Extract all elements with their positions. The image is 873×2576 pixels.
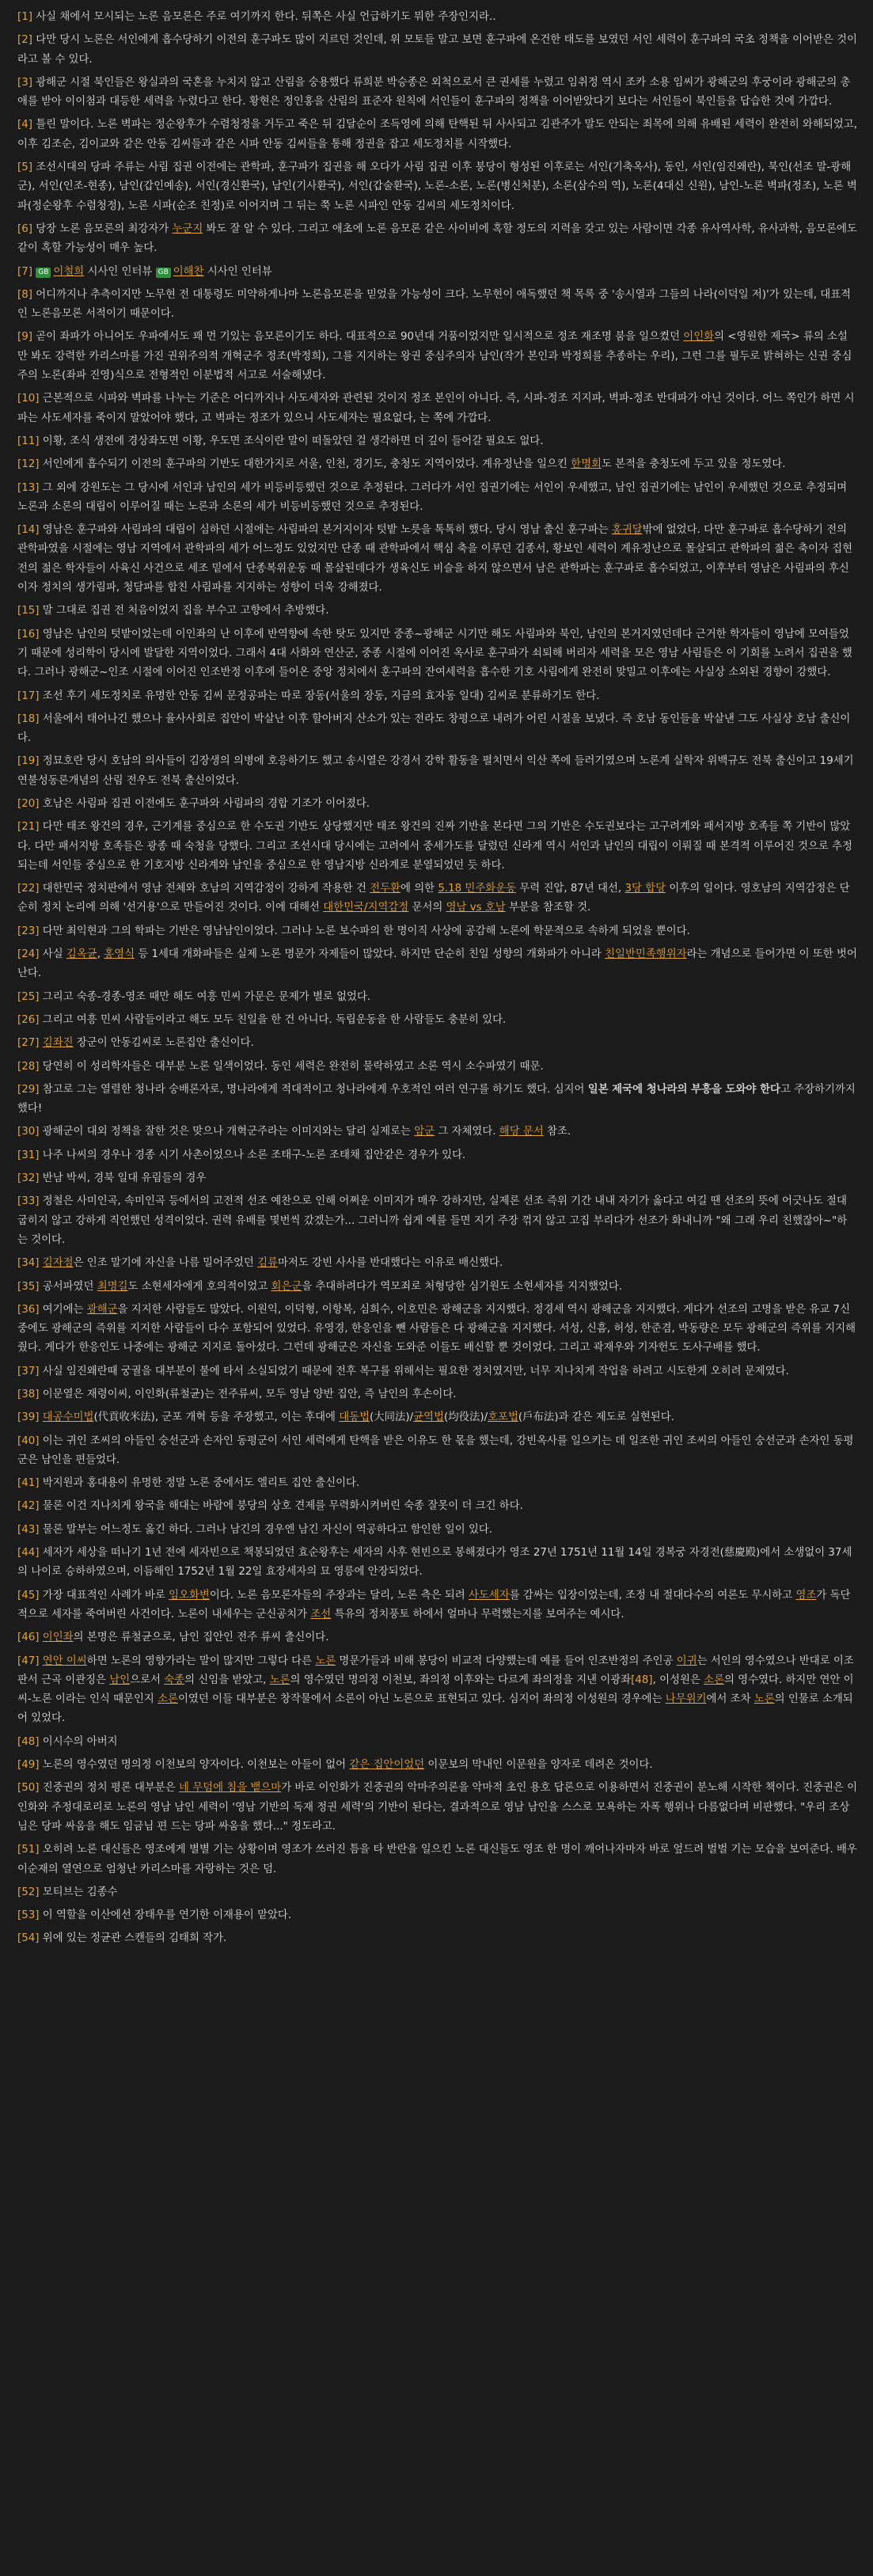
footnote-text: 명문가들과 비해 봉당이 비교적 다양했는데 예를 들어 인조반정의 주인공: [336, 1655, 677, 1667]
footnote-number-link[interactable]: [29]: [17, 1083, 40, 1096]
footnote-number-link[interactable]: [6]: [17, 222, 32, 235]
footnote-text: 이다. 노론 음모론자들의 주장과는 달리, 노론 측은 되려: [209, 1589, 469, 1601]
footnote-item: [17, 1169, 857, 1188]
footnote-item: [17, 795, 857, 814]
wiki-link[interactable]: 3당 합당: [624, 883, 666, 895]
wiki-link[interactable]: 이인화: [683, 331, 715, 344]
wiki-link[interactable]: [48]: [631, 1674, 653, 1686]
footnote-item: [17, 1929, 857, 1948]
footnote-number-link[interactable]: [26]: [17, 1013, 40, 1026]
footnote-text: 가장 대표적인 사례가 바로: [39, 1589, 169, 1601]
footnote-number-link[interactable]: [20]: [17, 797, 40, 810]
footnote-item: [17, 945, 857, 984]
footnote-text: 으로서: [130, 1674, 165, 1686]
wiki-link[interactable]: 균역법: [413, 1411, 444, 1424]
footnote-text: 다만 태조 왕건의 경우, 근기계를 중심으로 한 수도권 기반도 상당했지만 태조 왕건의 진짜 기반을 본다면 그의 기반은 수도권보다는 고구려계와 패서지방 호족들 쪽 기반이 많았다. 다만 패서지방 호족들은 광종 때 숙청을 당했다. 그리고 조선시대 당시에는 고려에서 중세가도를 달렸던 신라계 역시 서인과 남인의 대립이 이뤄질 때 본격적 이루어진 것으로 추정되는데 서인들 중심으로 한 기호지방 신라계와 남인을 중심으로 한 영남지방 신라계로 분열되었던 듯 하다.: [17, 821, 852, 872]
footnote-text: 라는 개념으로 들어가면 이 또한 벗어난다.: [17, 948, 857, 980]
footnote-item: [17, 922, 857, 941]
footnote-text: 반남 박씨, 경북 일대 유림들의 경우: [39, 1172, 207, 1185]
wiki-link[interactable]: 호포법: [488, 1411, 518, 1424]
footnote-number-link[interactable]: [17]: [17, 690, 40, 702]
footnote-item: [17, 8, 857, 27]
footnote-item: [17, 1733, 857, 1752]
footnote-number-link[interactable]: [8]: [17, 288, 32, 301]
footnote-item: [17, 1301, 857, 1358]
footnote-text: 이시수의 아버지: [39, 1735, 118, 1748]
footnote-number-link[interactable]: [30]: [17, 1126, 40, 1138]
footnote-text: 정철은 사미인곡, 속미인곡 등에서의 고전적 선조 예찬으로 인해 어쩌운 이미지가 매우 강하지만, 실제론 선조 즉위 기간 내내 자기가 옳다고 여길 땐 선조의 뜻에 어긋나도 절대 굽히지 않고 강하게 직언했던 성격이었다. 권력 유배를 몇번씩 갔겠는가... 그러니까 쉽게 예를 들면 지기 주장 꺾지 않고 고집 부리다가 선조가 화내니까 "왜 그래 우리 친했잖아~"하는 것이다.: [17, 1195, 848, 1246]
footnote-number-link[interactable]: [49]: [17, 1759, 40, 1772]
footnote-item: [17, 74, 857, 112]
footnote-item: [17, 1011, 857, 1030]
footnote-text: 당연히 이 성리학자들은 대부분 노론 일색이었다. 동인 세력은 완전히 물락하였고 소론 역시 소수파였기 때문.: [39, 1060, 544, 1073]
wiki-link[interactable]: 노론: [753, 1693, 775, 1706]
footnote-item: [17, 1497, 857, 1516]
footnote-number-link[interactable]: [39]: [17, 1411, 40, 1424]
footnote-number-link[interactable]: [13]: [17, 481, 40, 494]
wiki-link[interactable]: 노론: [315, 1655, 336, 1667]
footnote-number-link[interactable]: [44]: [17, 1547, 40, 1560]
footnote-text: 이문보의 막내인 이문원을 양자로 데려온 것이다.: [424, 1759, 653, 1772]
footnote-text: 이후의 일이다. 영호남의 지역감정은 단순히 정치 논리에 의해 '선거용'으로 만들어진 것이다. 이에 대해선: [17, 883, 850, 914]
footnote-number-link[interactable]: [1]: [17, 11, 32, 23]
footnote-text: 는 서인의 영수였으나 반대로 이조판서 근곡 이관징은: [17, 1655, 854, 1686]
footnote-number-link[interactable]: [7]: [17, 265, 32, 278]
footnote-item: [17, 263, 857, 282]
wiki-link[interactable]: 소론: [704, 1674, 725, 1686]
footnote-text: 박지원과 홍대용이 유명한 정말 노론 중에서도 엘리트 집안 출신이다.: [39, 1477, 360, 1490]
wiki-link[interactable]: 조선: [310, 1608, 332, 1620]
footnote-item: [17, 1544, 857, 1582]
footnote-item: [17, 158, 857, 216]
wiki-link[interactable]: 이철희: [53, 265, 85, 278]
footnote-text: 물론 말부는 어느정도 옳긴 하다. 그러나 남긴의 경우엔 남긴 자신이 역공하다고 함인한 일이 있다.: [39, 1523, 493, 1536]
footnote-item: [17, 1254, 857, 1273]
footnote-item: [17, 1906, 857, 1925]
footnote-number-link[interactable]: [28]: [17, 1060, 40, 1073]
footnote-number-link[interactable]: [24]: [17, 948, 40, 961]
footnote-text: , 이성원은: [652, 1674, 704, 1686]
footnote-number-link[interactable]: [54]: [17, 1932, 40, 1945]
footnote-text: 그 외에 강원도는 그 당시에 서인과 남인의 세가 비등비등했던 것으로 추정된다. 그러다가 서인 집권기에는 서인이 우세했고, 남인 집권기에는 남인이 우세했던 것으로 추정되며 노론과 소론의 대립이 이루어질 때는 노론과 소론의 세가 비등비등했던 것으로 추정된다.: [17, 481, 848, 513]
footnote-text: 의 영수였다. 하지만 연안 이씨-노론 이라는 인식 때문인지: [17, 1674, 854, 1706]
footnote-item: [17, 1362, 857, 1381]
wiki-link[interactable]: 대동법: [339, 1411, 370, 1424]
wiki-link[interactable]: 5.18 민주화운동: [438, 883, 517, 895]
footnote-item: [17, 389, 857, 428]
footnote-item: [17, 687, 857, 706]
footnote-item: [17, 1628, 857, 1647]
footnote-number-link[interactable]: [53]: [17, 1909, 40, 1922]
footnote-text: (大同法)/: [370, 1411, 414, 1424]
footnote-number-link[interactable]: [43]: [17, 1523, 40, 1536]
footnote-item: [17, 1081, 857, 1119]
footnote-number-link[interactable]: [12]: [17, 458, 40, 471]
footnote-text: 조선시대의 당파 주류는 사림 집권 이전에는 관학파, 훈구파가 집권을 해 오다가 사림 집권 이후 붕당이 형성된 이후로는 서인(기축옥사), 동인, 서인(임진왜란), 북인(선조 말-광해군), 서인(인조-현종), 남인(갑인예송), 서인(경신환국), 남인(기사환국), 서인(갑술환국), 노론-소론, 노론(병신처분), 소론(삼수의 역), 노론(4대신 신원), 남인-노론 벽파(정조), 노론 벽파(정순왕후 수렴청정), 노론 시파(순조 친정)로 이어지며 그 뒤는 쭉 노론 시파인 안동 김씨의 세도정치이다.: [17, 161, 857, 212]
footnote-text: 다만 당시 노론은 서인에게 흡수당하기 이전의 훈구파도 많이 지르던 것인데, 위 모토들 말고 보면 훈구파에 온건한 태도를 보였던 서인 세력이 훈구파의 국초 정책을 이어받은 것이라고 볼 수 있다.: [17, 34, 857, 66]
footnote-number-link[interactable]: [33]: [17, 1195, 40, 1208]
footnote-item: [17, 1278, 857, 1297]
footnote-number-link[interactable]: [9]: [17, 331, 32, 344]
footnote-number-link[interactable]: [2]: [17, 34, 32, 47]
footnote-text: 영남은 남인의 텃밭이었는데 이인좌의 난 이후에 반역향에 속한 탓도 있지만 중종~광해군 시기만 해도 사림파와 북인, 남인의 본거지였던데다 근거한 학자들이 영남에 모여들었기 때문에 성리학이 당시에 발달한 지역이었다. 그래서 4대 사화와 연산군, 중종 시절에 이어진 옥사로 훈구파가 쇠퇴해 버리자 세력을 모은 영남 사림들은 이 기회를 노려서 집권을 했다. 그러나 광해군~인조 시절에 이어진 인조반정 이후에 들어온 중앙 정치에서 훈구파의 잔여세력을 흡수한 기호 사림에게 완전히 맞밀고 이후에는 사실상 소외된 경향이 강했다.: [17, 628, 852, 679]
footnote-text: 사실 채에서 모시되는 노론 음모론은 주로 여기까지 한다. 뒤쪽은 사실 언급하기도 뭐한 주장인지라..: [32, 11, 496, 23]
wiki-link[interactable]: 영남 vs 호남: [446, 902, 506, 914]
footnote-text: 부분을 참조할 것.: [505, 902, 591, 914]
footnote-text: 도 소현세자에게 호의적이었고: [127, 1280, 271, 1293]
footnote-text: 정묘호란 당시 호남의 의사들이 김장생의 의병에 호응하기도 했고 송시열은 강경서 강학 활동을 펼치면서 익산 쪽에 들러기였으며 노론계 실학자 위백규도 전북 출신이고 19세기 연불성동론개념의 산림 전우도 전북 출신이었다.: [17, 755, 854, 787]
footnote-number-link[interactable]: [15]: [17, 605, 40, 617]
footnote-number-link[interactable]: [25]: [17, 990, 40, 1003]
footnote-text: 틀린 말이다. 노론 벽파는 정순왕후가 수렴청정을 거두고 죽은 뒤 김달순이 조득영에 의해 탄핵된 뒤 사사되고 김관주가 말도 안되는 죄목에 의해 유배된 세력이 완전히 와해되었고, 이후 김조순, 김이교와 같은 안동 김씨들과 같은 시파 안동 김씨들을 통해 정권을 잡고 세도정치를 시작했다.: [17, 119, 857, 150]
footnote-number-link[interactable]: [35]: [17, 1280, 40, 1293]
wiki-link[interactable]: 최명길: [97, 1280, 128, 1293]
footnote-item: [17, 1432, 857, 1471]
wiki-link[interactable]: 회은군: [271, 1280, 302, 1293]
footnote-text: 의 인물로 소개되어 있었다.: [17, 1693, 853, 1725]
footnote-number-link[interactable]: [50]: [17, 1782, 40, 1795]
footnote-number-link[interactable]: [46]: [17, 1632, 40, 1644]
footnote-text: 서울에서 태어나긴 했으나 율사사회로 집안이 박살난 이후 할아버지 산소가 있는 전라도 창평으로 내려가 어린 시절을 보냈다. 즉 호남 동인들을 박살낸 그도 사실상 호남 출신이다.: [17, 712, 851, 745]
footnote-text: 시사인 인터뷰: [203, 265, 272, 278]
wiki-link[interactable]: 누군지: [172, 222, 203, 235]
footnote-text: 다만 최익현과 그의 학파는 기반은 영남남인이었다. 그러나 노론 보수파의 한 명이직 사상에 공감해 노론에 학문적으로 속하게 되었을 뿐이다.: [39, 925, 690, 937]
footnote-number-link[interactable]: [42]: [17, 1500, 40, 1513]
footnote-item: [17, 1192, 857, 1250]
footnote-text: 그리고 여흥 민씨 사람들이라고 해도 모두 친일을 한 건 아니다. 독립운동을 한 사람들도 충분히 있다.: [39, 1013, 507, 1026]
footnote-number-link[interactable]: [16]: [17, 628, 40, 640]
footnote-number-link[interactable]: [45]: [17, 1589, 40, 1601]
emphasis-text: 일본 제국에 청나라의 부흥을 도와야 한다: [587, 1083, 780, 1096]
footnote-number-link[interactable]: [37]: [17, 1365, 40, 1377]
footnote-text: 서인에게 흡수되기 이전의 훈구파의 기반도 대한가지로 서울, 인천, 경기도, 충청도 지역이었다. 계유정난을 일으킨: [39, 458, 571, 471]
footnote-text: 영남은 훈구파와 사림파의 대립이 심하던 시절에는 사림파의 본거지이자 텃밭 노릇을 톡톡히 했다. 당시 영남 출신 훈구파는: [39, 524, 612, 537]
wiki-link[interactable]: 광해군: [86, 1303, 118, 1316]
footnote-text: 나주 나씨의 경우나 경종 시기 사촌이었으나 소론 조태구-노론 조태채 집안같은 경우가 있다.: [39, 1149, 466, 1161]
footnote-item: [17, 1474, 857, 1493]
footnote-item: [17, 1385, 857, 1404]
wiki-link[interactable]: 전두환: [370, 883, 400, 895]
footnote-text: 곧이 좌파가 아니어도 우파에서도 꽤 먼 기있는 음모론이기도 하다. 대표적으로 90년대 거품이었지만 일시적으로 정조 재조명 붐을 일으켰던: [32, 331, 684, 344]
footnote-text: 여기에는: [39, 1303, 87, 1316]
footnote-number-link[interactable]: [22]: [17, 883, 40, 895]
footnote-text: 진중권의 정치 평론 대부분은: [39, 1782, 180, 1795]
footnote-text: 광해군 시절 북인들은 왕실과의 국혼을 누치지 않고 산림을 숭용했다 류희분 박승종은 외척으로서 큰 권세를 누렸고 임취정 역시 조카 소용 임씨가 광해군의 후궁이라 광해군의 총애를 받아 이이첨과 대등한 세력을 누렸다고 한다. 황현은 정인홍을 산림의 표준자 원칙에 서인들이 훈구파의 정책을 이어받았다기 보다는 서인들이 북인들을 답습한 것에 가깝다.: [17, 76, 851, 108]
footnote-text: 시사인 인터뷰: [84, 265, 156, 278]
wiki-link[interactable]: 숙종: [164, 1674, 185, 1686]
footnote-text: 고 주장하기까지 했다!: [17, 1083, 856, 1115]
wiki-link[interactable]: 해당 문서: [499, 1126, 544, 1138]
footnote-text: 위에 있는 정균관 스캔들의 김태희 작가.: [39, 1932, 227, 1945]
wiki-link[interactable]: 이해찬: [173, 265, 204, 278]
footnote-item: [17, 1408, 857, 1427]
footnote-item: [17, 31, 857, 70]
wiki-link[interactable]: 김옥균: [66, 948, 97, 961]
footnote-text: 세자가 세상을 떠나기 1년 전에 세자빈으로 책봉되었던 효순왕후는 세자의 사후 현빈으로 봉해졌다가 영조 27년 1751년 11월 14일 경복궁 자경전(慈慶殿)에서 소생없이 37세의 나이로 승하하였으며, 이듬해인 1752년 1월 22일 효장세자의 묘 영릉에 안장되었다.: [17, 1547, 852, 1579]
footnote-item: [17, 1034, 857, 1053]
footnote-item: [17, 1779, 857, 1837]
wiki-link[interactable]: 김류: [257, 1257, 278, 1270]
footnote-text: 을 지지한 사람들도 많았다. 이원익, 이덕형, 이항복, 심희수, 이호민은 광해군을 지지했다. 정경세 역시 광해군을 지지했다. 게다가 선조의 고명을 받은 유교 7신 중에도 광해군의 즉위를 지지한 사람들이 다수 포함되어 있었다. 유영경, 한응인을 뺀 사람들은 다 광해군을 지지했다. 서성, 신흠, 허성, 한준겸, 박동량은 모두 광해군의 즉위를 지지해 줬다. 게다가 한응인도 나중에는 광해군 지지로 돌아섰다. 그런데 광해군은 자신을 도와준 이들도 배신할 뿐 것이었다. 그리고 곽재우와 기자헌도 도사구배를 했다.: [17, 1303, 856, 1354]
footnote-item: [17, 1756, 857, 1775]
footnote-number-link[interactable]: [32]: [17, 1172, 40, 1185]
footnote-item: [17, 1123, 857, 1142]
footnote-text: 무력 진압, 87년 대선,: [516, 883, 625, 895]
footnote-number-link[interactable]: [4]: [17, 119, 32, 131]
footnote-number-link[interactable]: [31]: [17, 1149, 40, 1161]
footnote-item: [17, 625, 857, 683]
footnote-text: 조선 후기 세도정치로 유명한 안동 김씨 문정공파는 따로 장동(서울의 장동, 지금의 효자동 일대) 김씨로 분류하기도 한다.: [39, 690, 600, 702]
footnote-number-link[interactable]: [18]: [17, 712, 40, 725]
footnote-text: 가 독단적으로 세자를 죽여버린 사건이다. 노론이 내세우는 군신공치가: [17, 1589, 851, 1620]
footnote-item: [17, 1883, 857, 1902]
footnote-number-link[interactable]: [5]: [17, 161, 32, 174]
footnote-number-link[interactable]: [19]: [17, 755, 40, 768]
footnote-text: 참조.: [543, 1126, 571, 1138]
footnote-text: 봐도 잘 알 수 있다. 그리고 애초에 노론 음모론 같은 사이비에 혹할 정도의 지력을 갖고 있는 사람이면 각종 유사역사학, 유사과학, 음모론에도 같이 혹할 가능성이 매우 높다.: [17, 222, 857, 255]
wiki-link[interactable]: 대공수미법: [42, 1411, 94, 1424]
wiki-link[interactable]: 김자점: [42, 1257, 74, 1270]
wiki-link[interactable]: 같은 집안이었던: [349, 1759, 425, 1772]
footnote-text: 이황, 조식 생전에 경상좌도면 이황, 우도면 조식이란 말이 떠돌았던 걸 생각하면 더 깊이 들어갈 필요도 없다.: [39, 435, 544, 447]
footnote-item: [17, 1058, 857, 1077]
footnote-text: 도 본적을 충청도에 두고 있을 정도였다.: [601, 458, 786, 471]
wiki-link[interactable]: 김좌진: [42, 1037, 74, 1050]
footnote-number-link[interactable]: [21]: [17, 821, 40, 834]
footnote-text: (代貢收米法), 군포 개혁 등을 주장했고, 이는 후대에: [93, 1411, 340, 1424]
wiki-link[interactable]: 남인: [109, 1674, 131, 1686]
footnote-item: [17, 1652, 857, 1729]
footnote-number-link[interactable]: [40]: [17, 1434, 40, 1447]
footnote-text: 오히려 노론 대신들은 영조에게 별별 기는 상황이며 영조가 쓰러진 틈을 타 반란을 일으킨 노론 대신들도 영조 한 명이 깨어나자마자 바로 엎드려 벌벌 기는 모습을 보여준다. 배우 이순재의 열연으로 엄청난 카리스마를 자랑하는 것은 덤.: [17, 1844, 857, 1875]
wiki-link[interactable]: 친일반민족행위자: [605, 948, 687, 961]
footnote-text: 말 그대로 집권 전 처음이었지 집을 부수고 고향에서 추방했다.: [39, 605, 329, 617]
wiki-link[interactable]: 홍귀달: [611, 524, 643, 537]
footnote-number-link[interactable]: [52]: [17, 1886, 40, 1898]
footnote-text: 마저도 강빈 사사를 반대했다는 이유로 배신했다.: [277, 1257, 503, 1270]
wiki-link[interactable]: 대한민국/지역감정: [323, 902, 409, 914]
wiki-link[interactable]: 사도세자: [468, 1589, 510, 1601]
footnote-number-link[interactable]: [47]: [17, 1655, 40, 1667]
wiki-link[interactable]: 노론: [269, 1674, 290, 1686]
footnote-text: 호남은 사림파 집권 이전에도 훈구파와 사림파의 경합 기조가 이어졌다.: [39, 797, 370, 810]
footnote-text: 특유의 정치풍토 하에서 얼마나 무력했는지를 보여주는 예시다.: [331, 1608, 624, 1620]
wiki-link[interactable]: 이인좌: [42, 1632, 74, 1644]
footnote-item: [17, 1521, 857, 1540]
footnote-text: 의 <영원한 제국> 류의 소설만 봐도 강력한 카리스마를 가진 권위주의적 개혁군주 정조(박정희), 그를 지지하는 왕권 중심주의자 남인(작가 본인과 박정희를 추종하는 우리), 그런 그를 필두로 밝혀하는 신권 중심주의 노론(좌파 진영)식으로 전형적인 이분법적 서고로 서술해냈다.: [17, 331, 852, 382]
footnote-text: 사실 임진왜란때 궁궐을 대부분이 불에 타서 소실되었기 때문에 전후 복구를 위해서는 필요한 정치였지만, 너무 지나치게 작업을 하려고 시도한게 오히려 문제였다.: [39, 1365, 789, 1377]
footnote-text: ,: [97, 948, 104, 961]
footnote-item: [17, 710, 857, 749]
footnote-number-link[interactable]: [51]: [17, 1844, 40, 1856]
footnote-text: 의 신임을 받았고,: [184, 1674, 270, 1686]
footnote-text: 이였던 이들 대부분은 창작물에서 소론이 아닌 노론으로 표현되고 있다. 심지어 좌의정 이성원의 경우에는: [177, 1693, 666, 1706]
footnote-number-link[interactable]: [41]: [17, 1477, 40, 1490]
footnote-text: 하면 노론의 영향가라는 말이 많지만 그렇다 다른: [86, 1655, 316, 1667]
footnote-text: 에서 조차: [706, 1693, 754, 1706]
footnote-text: 근본적으로 시파와 벽파를 나누는 기준은 어디까지나 사도세자와 관련된 것이지 정조 본인이 아니다. 즉, 시파-정조 지지파, 벽파-정조 반대파가 아닌 것이다. 어느 쪽인가 하면 시파는 사도세자를 죽이지 말았어야 했다, 고 벽파는 정조가 있으니 사도세자는 필요없다, 는 쪽에 가깝다.: [17, 393, 855, 424]
footnote-item: [17, 116, 857, 154]
footnote-text: 밖에 없었다. 다만 훈구파로 흡수당하기 전의 관학파였을 시절에는 영남 지역에서 관학파의 세가 어느정도 있었지만 단종 때 관학파에서 핵심 축을 이루던 김종서, 황보인 세력이 계유정난으로 몰살되고 관학파의 젊은 축이자 집현전의 젊은 학자들이 사육신 사건으로 세조 밑에서 단종복위운동 때 몰살된데다가 생육신도 비슬을 하지 않으면서 남은 관학파는 훈구파로 흡수되었고, 이후부터 영남은 사림파의 후신이자 정치의 생가림파, 청담파를 합친 사림파를 지지하는 성향이 더욱 강해졌다.: [17, 524, 853, 595]
wiki-link[interactable]: 네 무덤에 침을 뱉으마: [179, 1782, 282, 1795]
footnote-number-link[interactable]: [38]: [17, 1389, 40, 1400]
footnote-text: 이 역할을 이산에선 장태우를 연기한 이재용이 맡았다.: [39, 1909, 292, 1922]
footnote-text: 가 바로 이인화가 진중권의 악마주의론을 악마적 초인 용호 답론으로 이용하면서 진중권이 분노해 시작한 책이다. 진중권은 이인화와 주정대로리로 노론의 영남 남인 세력이 '영남 기반의 독재 정권 세력'의 기반이 된다는, 결과적으로 영남 남인을 스스로 모욕하는 자폭 행위나 다름없다며 비판했다. "우리 조상님은 당파 싸움을 해도 임금님 편 드는 당파 싸움을 했다..." 정도라고.: [17, 1782, 858, 1833]
footnote-item: [17, 479, 857, 518]
wiki-link[interactable]: 영조: [795, 1589, 817, 1601]
footnote-text: 어디까지나 추측이지만 노무현 전 대통령도 미약하게나마 노론음모론을 믿었을 가능성이 크다. 노무현이 애독했던 책 목록 중 '송시열과 그들의 나라(이덕일 저)'가 있는데, 대표적인 노론음모론 서적이기 때문이다.: [17, 288, 852, 321]
footnote-text: 사실: [39, 948, 66, 961]
footnote-item: [17, 432, 857, 451]
footnote-number-link[interactable]: [3]: [17, 76, 32, 89]
wiki-link[interactable]: 이귀: [676, 1655, 697, 1667]
wiki-link[interactable]: 연안 이씨: [42, 1655, 87, 1667]
footnote-text: 은 인조 말기에 자신을 나름 밀어주었던: [73, 1257, 258, 1270]
footnote-text: 당장 노론 음모론의 최강자가: [32, 222, 173, 235]
footnote-item: [17, 880, 857, 918]
footnote-text: 장군이 안동김씨로 노론집안 출신이다.: [73, 1037, 254, 1050]
footnote-text: 이는 귀인 조씨의 아들인 숭선군과 손자인 동평군이 서인 세력에게 탄핵을 받은 이유도 한 몫을 했는데, 강빈옥사를 일으키는 데 일조한 귀인 조씨의 아들인 숭선군과 손자인 동평군은 남인을 편들었다.: [17, 1434, 854, 1466]
footnote-number-link[interactable]: [23]: [17, 925, 40, 937]
footnote-text: 의 본명은 류철균으로, 남인 집안인 전주 류씨 출신이다.: [73, 1632, 329, 1644]
wiki-link[interactable]: 임오화변: [169, 1589, 210, 1601]
footnote-text: 그 자체였다.: [435, 1126, 499, 1138]
wiki-link[interactable]: 나무위키: [665, 1693, 707, 1706]
footnote-text: 공서파였던: [39, 1280, 97, 1293]
footnote-item: [17, 1586, 857, 1625]
footnote-item: [17, 455, 857, 474]
footnote-number-link[interactable]: [48]: [17, 1735, 40, 1748]
footnote-number-link[interactable]: [34]: [17, 1257, 40, 1270]
footnote-text: 광해군이 대외 정책을 잘한 것은 맞으나 개혁군주라는 이미지와는 달리 실제로는: [39, 1126, 415, 1138]
footnote-item: [17, 521, 857, 598]
footnote-text: 에 의한: [400, 883, 438, 895]
footnote-text: 등 1세대 개화파들은 실제 노론 명문가 자제들이 많았다. 하지만 단순히 친일 성향의 개화파가 아니라: [135, 948, 605, 961]
footnote-text: 노론의 영수였던 명의정 이천보의 양자이다. 이천보는 아들이 없어: [39, 1759, 350, 1772]
footnote-item: [17, 286, 857, 325]
footnote-item: [17, 602, 857, 621]
footnote-item: [17, 220, 857, 259]
wiki-link[interactable]: 한명회: [571, 458, 602, 471]
footnote-item: [17, 818, 857, 876]
footnote-text: (戶布法)과 같은 제도로 실현된다.: [518, 1411, 674, 1424]
wiki-link[interactable]: 홍영식: [104, 948, 135, 961]
footnote-item: [17, 1146, 857, 1165]
footnote-number-link[interactable]: [36]: [17, 1303, 40, 1316]
footnote-text: (均役法)/: [443, 1411, 488, 1424]
footnote-text: 문서의: [408, 902, 446, 914]
footnote-item: [17, 328, 857, 386]
footnote-text: 참고로 그는 열렬한 청나라 숭배론자로, 명나라에게 적대적이고 청나라에게 우호적인 여러 연구를 하기도 했다. 심지어: [39, 1083, 588, 1096]
footnote-number-link[interactable]: [11]: [17, 435, 40, 447]
footnote-text: 이문열은 재령이씨, 이인화(류철균)는 전주류씨, 모두 영남 양반 집안, 즉 남인의 후손이다.: [39, 1389, 457, 1400]
footnote-text: 대한민국 정치판에서 영남 전체와 호남의 지역감정이 강하게 작용한 건: [39, 883, 370, 895]
footnote-number-link[interactable]: [14]: [17, 524, 40, 537]
source-badge-icon: GB: [36, 268, 51, 278]
footnote-text: 그리고 숙종-경종-영조 때만 해도 여흥 민씨 가문은 문제가 별로 없었다.: [39, 990, 371, 1003]
wiki-link[interactable]: 소론: [158, 1693, 178, 1706]
footnote-text: 을 추대하려다가 역모죄로 처형당한 심기원도 소현세자를 지지했었다.: [302, 1280, 623, 1293]
footnote-text: 모티브는 김종수: [39, 1886, 118, 1898]
footnote-item: [17, 752, 857, 791]
footnote-item: [17, 988, 857, 1007]
footnote-number-link[interactable]: [10]: [17, 393, 40, 405]
footnote-text: 물론 이건 지나치게 왕국을 해대는 바람에 붕당의 상호 견제를 무력화시켜버린 숙종 잘못이 더 크긴 하다.: [39, 1500, 523, 1513]
footnote-text: 의 영수였던 명의정 이천보, 좌의정 이후와는 다르게 좌의정을 지낸 이광좌: [290, 1674, 632, 1686]
footnote-number-link[interactable]: [27]: [17, 1037, 40, 1050]
source-badge-icon: GB: [156, 268, 171, 278]
footnote-text: 를 감싸는 입장이었는데, 조정 내 절대다수의 여론도 무시하고: [509, 1589, 796, 1601]
wiki-link[interactable]: 암군: [414, 1126, 435, 1138]
footnote-item: [17, 1841, 857, 1879]
